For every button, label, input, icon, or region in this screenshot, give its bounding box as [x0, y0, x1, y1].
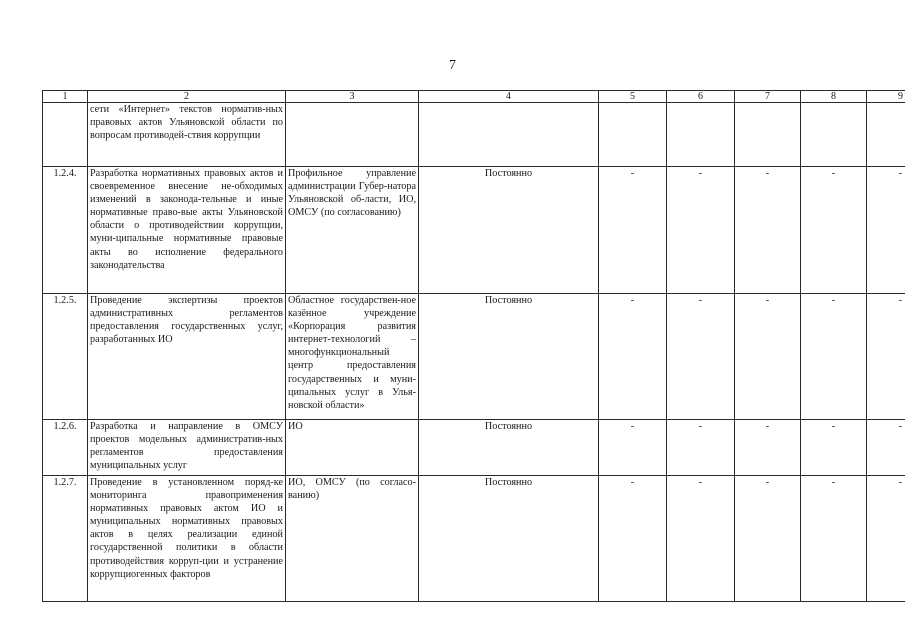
- value-cell: -: [667, 294, 735, 420]
- value-cell: -: [801, 476, 867, 602]
- term-cell: [419, 103, 599, 167]
- value-cell: [801, 103, 867, 167]
- activity-cell: Разработка и направление в ОМСУ проектов модельных административ-ных регламентов предоставления муниципальных услуг: [88, 420, 286, 476]
- value-cell: [599, 103, 667, 167]
- column-number-row: [43, 91, 905, 103]
- value-cell: -: [735, 476, 801, 602]
- table-row: [43, 103, 905, 167]
- item-number: 1.2.4.: [43, 167, 88, 294]
- value-cell: -: [867, 294, 905, 420]
- value-cell: -: [667, 476, 735, 602]
- value-cell: -: [735, 294, 801, 420]
- column-number: 7: [735, 91, 801, 103]
- term-cell: Постоянно: [419, 294, 599, 420]
- executor-cell: ИО, ОМСУ (по согласо-ванию): [286, 476, 419, 602]
- table-row: [43, 167, 905, 294]
- value-cell: -: [801, 420, 867, 476]
- value-cell: -: [735, 420, 801, 476]
- activity-cell: Проведение экспертизы проектов административных регламентов предоставления государственных услуг, разработанных ИО: [88, 294, 286, 420]
- item-number: 1.2.6.: [43, 420, 88, 476]
- column-number: 9: [867, 91, 905, 103]
- column-number: 5: [599, 91, 667, 103]
- executor-cell: Профильное управление администрации Губер-натора Ульяновской об-ласти, ИО, ОМСУ (по согласованию): [286, 167, 419, 294]
- value-cell: -: [599, 420, 667, 476]
- column-number: 8: [801, 91, 867, 103]
- executor-cell: [286, 103, 419, 167]
- value-cell: [735, 103, 801, 167]
- value-cell: -: [599, 476, 667, 602]
- executor-cell: Областное государствен-ное казённое учреждение «Корпорация развития интернет-технологий – многофункциональный центр предоставления государственных и муни-ципальных услуг в Улья-новской области»: [286, 294, 419, 420]
- column-number: 3: [286, 91, 419, 103]
- page-number: 7: [449, 58, 456, 73]
- item-number: [43, 103, 88, 167]
- table-row: [43, 476, 905, 602]
- value-cell: -: [867, 167, 905, 294]
- column-number: 6: [667, 91, 735, 103]
- value-cell: -: [801, 294, 867, 420]
- executor-cell: ИО: [286, 420, 419, 476]
- column-number: 2: [88, 91, 286, 103]
- column-number: 4: [419, 91, 599, 103]
- term-cell: Постоянно: [419, 420, 599, 476]
- activity-cell: сети «Интернет» текстов норматив-ных правовых актов Ульяновской области по вопросам противодей-ствия коррупции: [88, 103, 286, 167]
- value-cell: -: [735, 167, 801, 294]
- value-cell: -: [599, 294, 667, 420]
- column-number: 1: [43, 91, 88, 103]
- term-cell: Постоянно: [419, 167, 599, 294]
- measures-table: [42, 90, 905, 602]
- value-cell: -: [801, 167, 867, 294]
- item-number: 1.2.7.: [43, 476, 88, 602]
- value-cell: -: [599, 167, 667, 294]
- value-cell: [667, 103, 735, 167]
- value-cell: -: [867, 476, 905, 602]
- term-cell: Постоянно: [419, 476, 599, 602]
- value-cell: [867, 103, 905, 167]
- value-cell: -: [867, 420, 905, 476]
- value-cell: -: [667, 420, 735, 476]
- table-row: [43, 294, 905, 420]
- table-row: [43, 420, 905, 476]
- activity-cell: Разработка нормативных правовых актов и своевременное внесение не-обходимых изменений в законода-тельные и иные нормативные право-вые акты Ульяновской области о противодействии коррупции, муни-ципальные нормативные правовые акты во исполнение федерального законодательства: [88, 167, 286, 294]
- activity-cell: Проведение в установленном поряд-ке мониторинга правоприменения нормативных правовых актом ИО и муниципальных нормативных правовых актов в целях реализации единой государственной политики в области противодействия корруп-ции и устранение коррупциогенных факторов: [88, 476, 286, 602]
- item-number: 1.2.5.: [43, 294, 88, 420]
- value-cell: -: [667, 167, 735, 294]
